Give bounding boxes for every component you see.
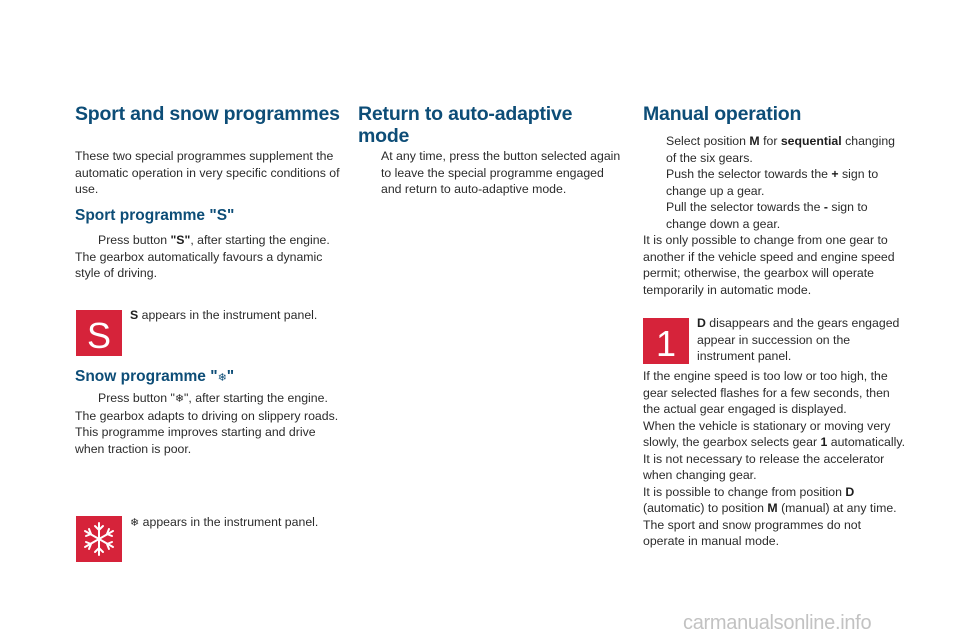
sport-icon-letter: S [86, 315, 112, 356]
gear-icon-digit: 1 [655, 323, 677, 364]
manual-operation-body [643, 133, 905, 298]
section-title-return-auto: Return to auto-adaptive mode [358, 103, 573, 147]
manual-paragraph-2: If the engine speed is too low or too high, the gear selected flashes for a few seconds, then the actual gear engaged is displayed. [643, 369, 890, 416]
manual-bullet-3: Pull the selector towards the - sign to change down a gear. [666, 200, 868, 231]
sport-programme-heading: Sport programme "S" [75, 207, 235, 224]
manual-paragraph-6: The sport and snow programmes do not operate in manual mode. [643, 517, 862, 548]
sport-description: The gearbox automatically favours a dynamic style of driving. [75, 249, 323, 280]
manual-operation-details [643, 368, 905, 550]
return-auto-bullet: At any time, press the button selected again to leave the special programme engaged and return to auto-adaptive mode. [381, 149, 621, 196]
snow-bullet: Press button "❄", after starting the engine. [98, 391, 328, 405]
snow-indicator-icon [76, 516, 122, 562]
sport-bullet: Press button "S", after starting the engine. [98, 233, 330, 247]
section-title-manual: Manual operation [643, 103, 802, 125]
manual-bullet-1: Select position M for sequential changing of the six gears. [666, 134, 896, 165]
snowflake-icon: ❄ [130, 517, 140, 529]
manual-bullet-2: Push the selector towards the + sign to change up a gear. [666, 167, 879, 198]
snow-description-1: The gearbox adapts to driving on slippery roads. [75, 408, 339, 423]
gear-indicator-caption: D disappears and the gears engaged appear in succession on the instrument panel. [697, 316, 900, 363]
sport-indicator-caption: S appears in the instrument panel. [130, 308, 318, 322]
snow-indicator-caption: ❄ appears in the instrument panel. [130, 515, 319, 529]
snow-programme-heading: Snow programme "❄" [75, 368, 235, 385]
return-auto-body [358, 148, 626, 198]
manual-paragraph-1: It is only possible to change from one gear to another if the vehicle speed and engine speed permit; otherwise, the gearbox will operate temporarily in automatic mode. [643, 233, 895, 297]
sport-indicator-icon [76, 310, 122, 356]
section-title-sport-snow: Sport and snow programmes [75, 103, 340, 125]
manual-paragraph-5: It is possible to change from position D (automatic) to position M (manual) at any time. [643, 484, 897, 515]
intro-paragraph [75, 148, 343, 198]
intro-text: These two special programmes supplement the automatic operation in very specific conditions of use. [75, 149, 340, 196]
snowflake-icon [76, 516, 122, 562]
snowflake-icon: ❄ [217, 372, 227, 384]
snow-programme-body [75, 390, 343, 457]
gear-indicator-icon [643, 318, 689, 364]
snowflake-icon: ❄ [174, 393, 185, 405]
manual-paragraph-3: When the vehicle is stationary or moving very slowly, the gearbox selects gear 1 automatically. [643, 418, 906, 449]
snow-description-2: This programme improves starting and drive when traction is poor. [75, 425, 316, 456]
sport-programme-body [75, 232, 343, 282]
watermark: carmanualsonline.info [683, 612, 872, 634]
manual-paragraph-4: It is not necessary to release the accelerator when changing gear. [643, 451, 885, 482]
